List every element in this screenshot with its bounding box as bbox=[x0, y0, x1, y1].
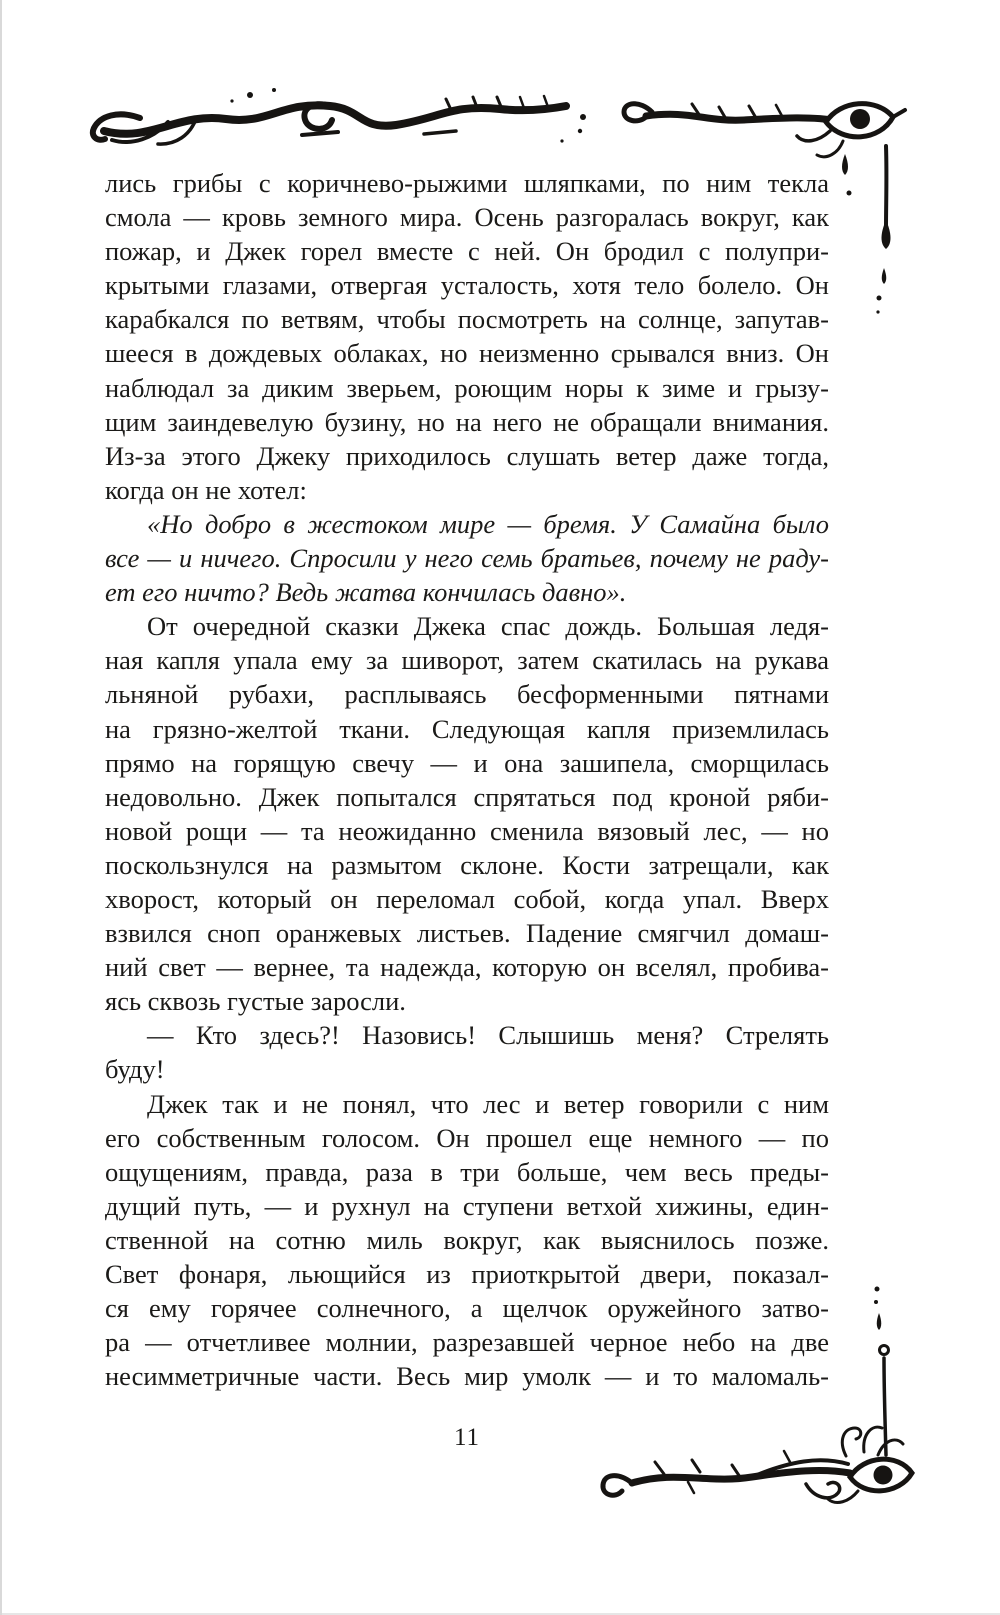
text-line: когда он не хотел: bbox=[105, 474, 307, 505]
text-line: Джек так и не понял, что лес и ветер говорили с ним bbox=[147, 1088, 829, 1119]
text-line: «Но добро в жестоком мире — бремя. У Самайна было bbox=[147, 508, 829, 539]
text-line: ний свет — вернее, та надежда, которую он вселял, пробива- bbox=[105, 952, 829, 983]
page-number: 11 bbox=[453, 1424, 481, 1451]
text-line: лись грибы с коричнево-рыжими шляпками, по ним текла bbox=[105, 168, 829, 198]
text-line: наблюдал за диким зверьем, роющим норы к зиме и грызу- bbox=[105, 372, 829, 403]
text-line: льняной рубахи, расплываясь бесформенными пятнами bbox=[105, 679, 829, 710]
paragraph bbox=[105, 1018, 829, 1086]
text-line: ственной на сотню миль вокруг, как выяснилось позже. bbox=[105, 1224, 829, 1255]
ink-drips-top-right bbox=[842, 154, 891, 314]
paragraph bbox=[105, 1087, 829, 1394]
text-line: — Кто здесь?! Назовись! Слышишь меня? Стрелять bbox=[147, 1020, 829, 1051]
paragraph bbox=[105, 166, 829, 507]
ink-drips-bottom-right bbox=[874, 1287, 881, 1331]
paragraph bbox=[105, 609, 829, 1018]
text-line: дущий путь, — и рухнул на ступени ветхой хижины, един- bbox=[105, 1190, 829, 1221]
text-line: новой рощи — та неожиданно сменила вязовый лес, — но bbox=[105, 815, 829, 846]
text-line: Из-за этого Джеку приходилось слушать ветер даже тогда, bbox=[105, 440, 829, 471]
text-line: поскользнулся на размытом склоне. Кости затрещали, как bbox=[105, 849, 829, 880]
text-line: ясь сквозь густые заросли. bbox=[105, 986, 406, 1017]
vine-flourish-top-left-icon bbox=[93, 88, 586, 144]
text-line: шееся в дождевых облаках, но неизменно срывался вниз. Он bbox=[105, 338, 829, 369]
text-line: карабкался по ветвям, чтобы посмотреть на солнце, запутав- bbox=[105, 304, 829, 335]
text-line: ет его ничто? Ведь жатва кончилась давно». bbox=[105, 577, 627, 608]
text-line: на грязно-желтой ткани. Следующая капля приземлилась bbox=[105, 713, 829, 744]
text-line: его собственным голосом. Он прошел еще немного — по bbox=[105, 1122, 829, 1153]
text-line: смола — кровь земного мира. Осень разгоралась вокруг, как bbox=[105, 202, 829, 233]
text-line: ся ему горячее солнечного, а щелчок оружейного затво- bbox=[105, 1293, 829, 1324]
text-line: ра — отчетливее молнии, разрезавшей черное небо на две bbox=[105, 1327, 829, 1358]
text-line: щим заиндевелую бузину, но на него не обращали внимания. bbox=[105, 406, 829, 437]
text-line: крытыми глазами, отвергая усталость, хотя тело болело. Он bbox=[105, 270, 829, 301]
text-line: ная капля упала ему за шиворот, затем скатилась на рукава bbox=[105, 645, 829, 676]
body-text bbox=[105, 166, 829, 1393]
text-line: недовольно. Джек попытался спрятаться под кроной ряби- bbox=[105, 781, 829, 812]
text-line: ощущениям, правда, раза в три больше, чем весь преды- bbox=[105, 1156, 829, 1187]
text-line: пожар, и Джек горел вместе с ней. Он бродил с полупри- bbox=[105, 236, 829, 267]
text-line: все — и ничего. Спросили у него семь братьев, почему не раду- bbox=[105, 543, 829, 574]
text-line: От очередной сказки Джека спас дождь. Большая ледя- bbox=[147, 611, 829, 642]
text-line: взвился сноп оранжевых листьев. Падение смягчил домаш- bbox=[105, 918, 829, 949]
text-line: Свет фонаря, льющийся из приоткрытой двери, показал- bbox=[105, 1259, 829, 1289]
paragraph bbox=[105, 507, 829, 609]
text-line: прямо на горящую свечу — и она зашипела, сморщилась bbox=[105, 747, 829, 778]
text-line: несимметричные части. Весь мир умолк — и то маломаль- bbox=[105, 1361, 829, 1392]
text-line: хворост, который он переломал собой, когда упал. Вверх bbox=[105, 883, 829, 914]
text-line: буду! bbox=[105, 1054, 165, 1085]
